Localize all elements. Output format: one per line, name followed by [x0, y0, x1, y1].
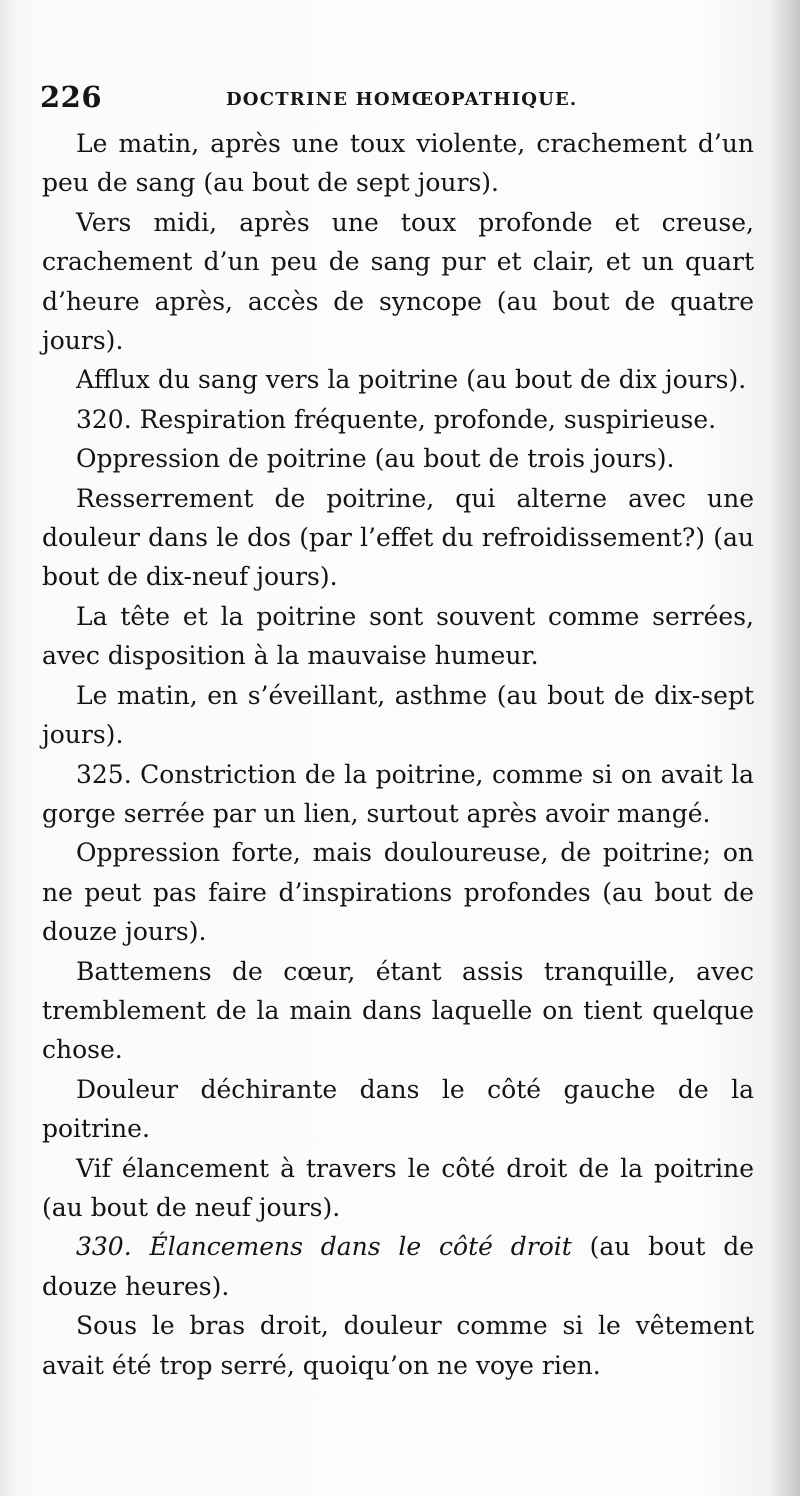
- paragraph: Resserrement de poitrine, qui alterne avec une douleur dans le dos (par l’effet du refroidissement?) (au bout de dix-neuf jours).: [42, 483, 754, 592]
- paragraph: Oppression forte, mais douloureuse, de poitrine; on ne peut pas faire d’inspirations profondes (au bout de douze jours).: [42, 838, 754, 947]
- paragraph: 330. Élancemens dans le côté droit (au bout de douze heures).: [42, 1232, 754, 1301]
- page-edge-shadow: [770, 0, 800, 1496]
- paragraph: Battemens de cœur, étant assis tranquille, avec tremblement de la main dans laquelle on tient quelque chose.: [42, 956, 754, 1065]
- paragraph: La tête et la poitrine sont souvent comme serrées, avec disposition à la mauvaise humeur.: [42, 601, 754, 671]
- paragraph: Oppression de poitrine (au bout de trois jours).: [76, 444, 675, 474]
- paragraph: 325. Constriction de la poitrine, comme si on avait la gorge serrée par un lien, surtout après avoir mangé.: [42, 759, 754, 828]
- running-head: DOCTRINE HOMŒOPATHIQUE.: [226, 89, 578, 110]
- paragraph: 320. Respiration fréquente, profonde, suspirieuse.: [76, 404, 717, 434]
- page-number: 226: [40, 80, 103, 114]
- page-header: [40, 80, 760, 120]
- paragraph: Sous le bras droit, douleur comme si le vêtement avait été trop serré, quoiqu’on ne voye rien.: [42, 1311, 754, 1380]
- paragraph: Le matin, en s’éveillant, asthme (au bout de dix-sept jours).: [42, 680, 754, 750]
- paragraph: Vers midi, après une toux profonde et creuse, crachement d’un peu de sang pur et clair, et un quart d’heure après, accès de syncope (au bout de quatre jours).: [42, 207, 754, 356]
- paragraph: Douleur déchirante dans le côté gauche de la poitrine.: [42, 1074, 754, 1144]
- body-text: [42, 124, 754, 1385]
- paragraph: Le matin, après une toux violente, crachement d’un peu de sang (au bout de sept jours).: [42, 129, 754, 198]
- paragraph: Afflux du sang vers la poitrine (au bout de dix jours).: [76, 365, 747, 395]
- paragraph: Vif élancement à travers le côté droit de la poitrine (au bout de neuf jours).: [42, 1153, 754, 1222]
